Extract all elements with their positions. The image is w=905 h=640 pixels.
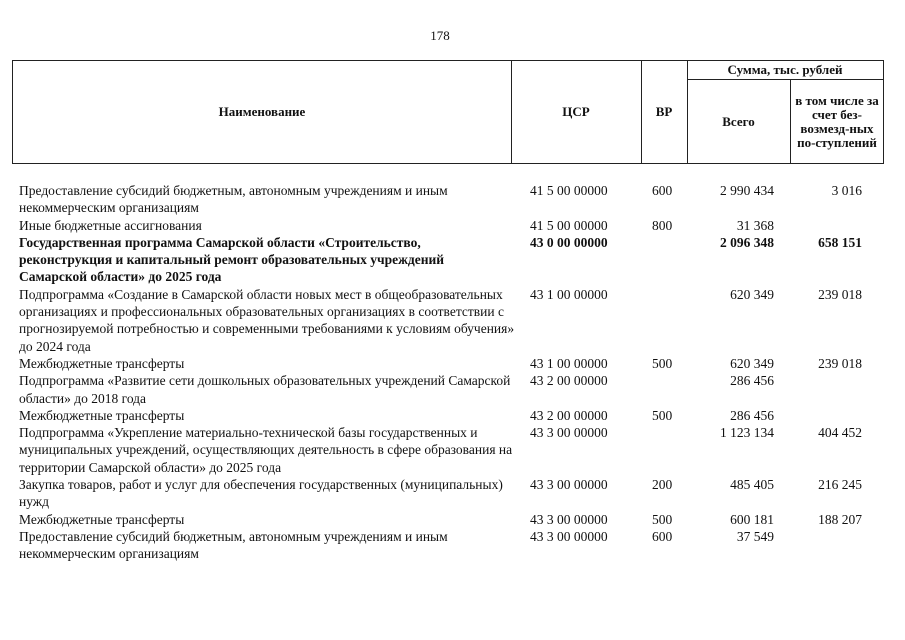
row-vr: 600: [652, 528, 673, 544]
row-grants: 216 245: [818, 477, 862, 493]
row-grants: 239 018: [818, 286, 862, 302]
row-total: 37 549: [736, 528, 774, 544]
row-csr: 43 3 00 00000: [530, 425, 608, 441]
row-name: Межбюджетные трансферты: [19, 355, 185, 371]
row-vr: 200: [652, 477, 673, 493]
row-grants: 239 018: [818, 355, 862, 371]
table-row: [0, 407, 905, 424]
table-row: [0, 528, 905, 563]
row-csr: 43 2 00 00000: [530, 373, 608, 389]
header-grants: в том числе за счет без-возмезд-ных по-ступлений: [795, 92, 879, 150]
row-name: Межбюджетные трансферты: [19, 407, 185, 423]
table-row: [0, 286, 905, 355]
row-vr: 800: [652, 217, 673, 233]
row-name: Предоставление субсидий бюджетным, автономным учреждениям и иным некоммерческим организациям: [19, 528, 448, 562]
row-grants: 3 016: [831, 183, 862, 198]
table-row: [0, 511, 905, 528]
table-row: [0, 234, 905, 286]
row-total: 485 405: [730, 477, 774, 493]
row-vr: 500: [652, 355, 673, 371]
row-total: 2 096 348: [720, 234, 774, 250]
row-name: Межбюджетные трансферты: [19, 511, 185, 527]
header-total: Всего: [722, 113, 755, 129]
table-row: [0, 355, 905, 372]
row-csr: 43 3 00 00000: [530, 477, 608, 493]
row-total: 31 368: [736, 217, 774, 233]
row-total: 2 990 434: [720, 183, 774, 198]
row-vr: 500: [652, 407, 673, 423]
row-total: 600 181: [730, 511, 774, 527]
header-sum-group: Сумма, тыс. рублей: [727, 62, 843, 77]
row-total: 286 456: [730, 407, 774, 423]
table-row: [0, 182, 905, 217]
table-row: [0, 217, 905, 234]
row-name: Подпрограмма «Создание в Самарской области новых мест в общеобразовательных организациях и профессиональных образовательных организациях в соответствии с прогнозируемой потребностью и современными требованиями к условиям обучения» до 2024 года: [19, 286, 515, 354]
row-name: Подпрограмма «Укрепление материально-технической базы государственных и муниципальных учреждений, осуществляющих деятельность в сфере образования на территории Самарской области» до 2025 года: [19, 425, 513, 475]
table-row: [0, 372, 905, 407]
row-total: 1 123 134: [720, 425, 774, 441]
row-total: 620 349: [730, 355, 774, 371]
row-grants: 404 452: [818, 425, 862, 441]
row-name: Закупка товаров, работ и услуг для обеспечения государственных (муниципальных) нужд: [19, 477, 503, 510]
row-name: Государственная программа Самарской области «Строительство, реконструкция и капитальный ремонт образовательных учреждений Самарской области» до 2025 года: [19, 234, 445, 285]
page-number: 178: [430, 28, 450, 43]
table-body: [0, 182, 905, 563]
row-csr: 41 5 00 00000: [530, 183, 608, 198]
table-row: [0, 424, 905, 476]
row-vr: 600: [652, 183, 673, 198]
row-csr: 41 5 00 00000: [530, 217, 608, 233]
table-row: [0, 476, 905, 511]
header-name: Наименование: [218, 104, 306, 119]
row-csr: 43 2 00 00000: [530, 407, 608, 423]
row-csr: 43 3 00 00000: [530, 511, 608, 527]
row-vr: 500: [652, 511, 673, 527]
header-csr: ЦСР: [562, 104, 590, 119]
row-grants: 188 207: [818, 511, 862, 527]
row-total: 620 349: [730, 286, 774, 302]
row-csr: 43 1 00 00000: [530, 286, 608, 302]
row-total: 286 456: [730, 373, 774, 389]
row-grants: 658 151: [818, 234, 862, 250]
row-csr: 43 0 00 00000: [530, 234, 608, 250]
row-name: Иные бюджетные ассигнования: [19, 217, 202, 233]
row-csr: 43 3 00 00000: [530, 528, 608, 544]
row-name: Предоставление субсидий бюджетным, автономным учреждениям и иным некоммерческим организациям: [19, 183, 448, 216]
table-header: [12, 60, 884, 164]
header-vr: ВР: [655, 104, 673, 119]
row-name: Подпрограмма «Развитие сети дошкольных образовательных учреждений Самарской области» до 2018 года: [19, 373, 511, 406]
row-csr: 43 1 00 00000: [530, 355, 608, 371]
